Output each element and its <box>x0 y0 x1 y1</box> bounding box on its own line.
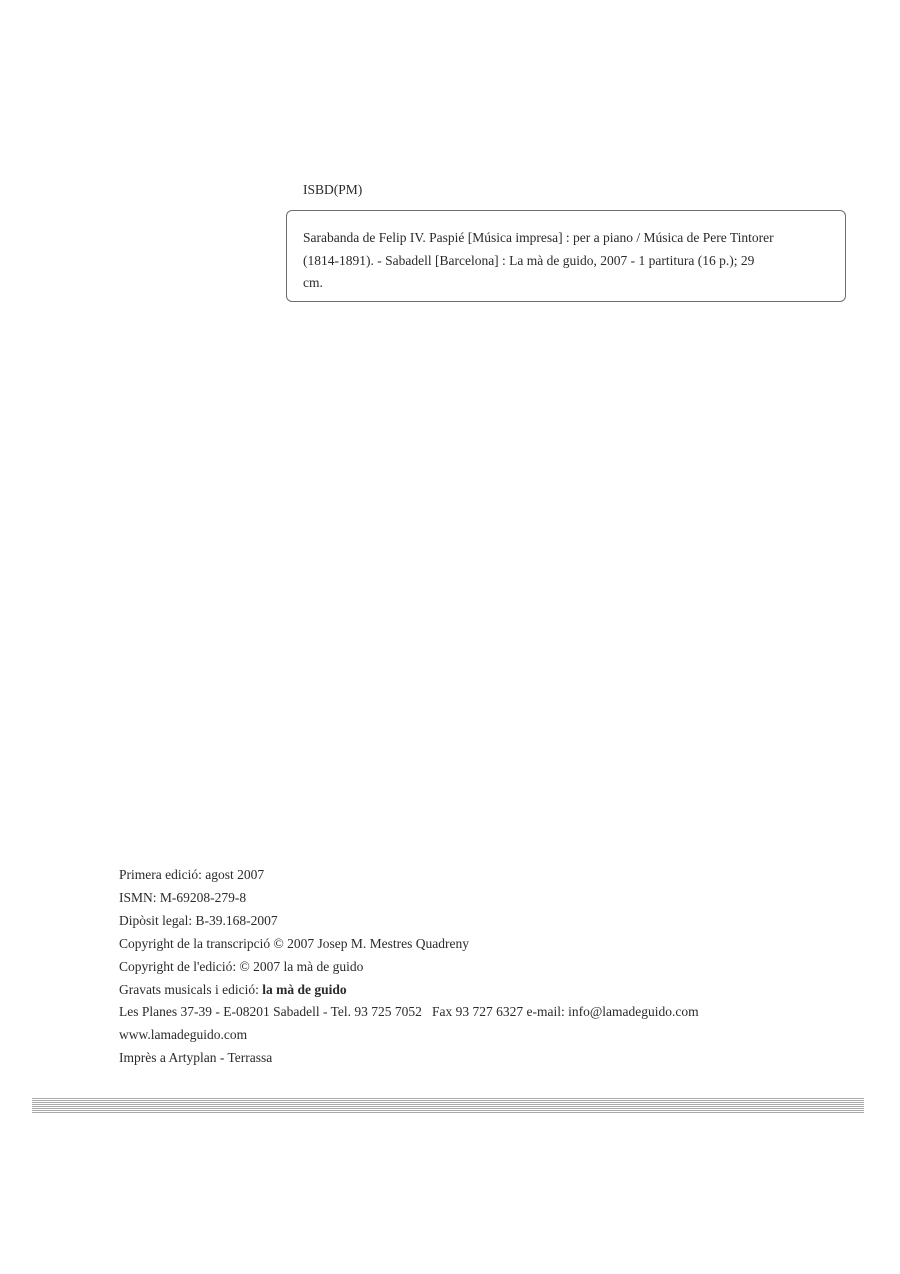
isbd-label: ISBD(PM) <box>303 182 363 197</box>
first-edition-line: Primera edició: agost 2007 <box>119 867 265 882</box>
publisher-name: la mà de guido <box>262 981 347 997</box>
engraving-prefix: Gravats musicals i edició: <box>119 981 263 997</box>
engraving-line <box>119 979 879 1002</box>
copyright-transcription-line: Copyright de la transcripció © 2007 Josep M. Mestres Quadreny <box>119 935 469 951</box>
printer-line: Imprès a Artyplan - Terrassa <box>119 1050 273 1066</box>
copyright-edition-line: Copyright de l'edició: © 2007 la mà de guido <box>119 958 364 974</box>
isbd-record-box <box>286 210 846 302</box>
legal-deposit-line: Dipòsit legal: B-39.168-2007 <box>119 912 278 928</box>
isbd-record-text: Sarabanda de Felip IV. Paspié [Música impresa] : per a piano / Música de Pere Tintorer (1814-1891). - Sabadell [Barcelona] : La mà de guido, 2007 - 1 partitura (16 p.); 29 cm. <box>303 230 774 290</box>
footer-rule <box>32 1098 864 1114</box>
website-line: www.lamadeguido.com <box>119 1027 248 1043</box>
colophon <box>119 864 879 1070</box>
address-line: Les Planes 37-39 - E-08201 Sabadell - Tel. 93 725 7052 Fax 93 727 6327 e-mail: info@lamadeguido.com <box>119 1004 699 1020</box>
ismn-line: ISMN: M-69208-279-8 <box>119 889 247 905</box>
